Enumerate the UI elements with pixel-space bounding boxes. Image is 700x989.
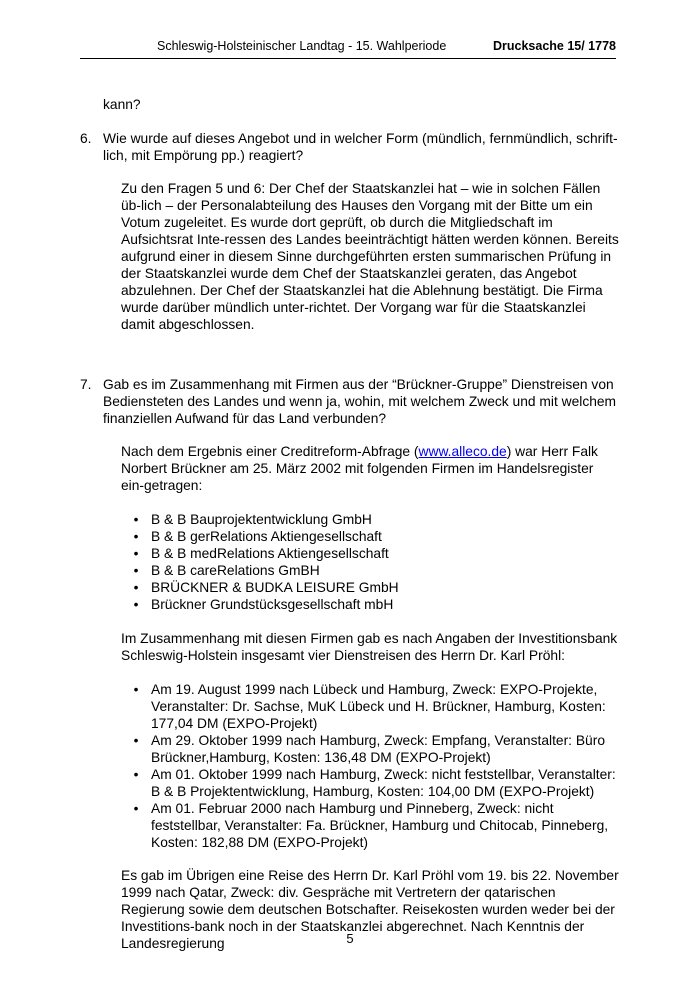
- question-text: Wie wurde auf dieses Angebot und in welcher Form (mündlich, fernmündlich, schrift-lich, mit Empörung pp.) reagiert?: [103, 131, 618, 163]
- question-7: [80, 376, 620, 427]
- bullet: •: [133, 767, 139, 782]
- bullet: •: [133, 733, 139, 748]
- bullet: •: [133, 563, 139, 578]
- question-6: [80, 130, 620, 164]
- trip-entry: Am 01. Februar 2000 nach Hamburg und Pinneberg, Zweck: nicht feststellbar, Veranstalter: Fa. Brückner, Hamburg und Chitocab, Pinneberg, Kosten: 182,88 DM (EXPO-Projekt): [151, 801, 609, 850]
- answer-text: ) war Herr Falk Norbert Brückner am 25. März 2002 mit folgenden Firmen im Handelsregister ein-getragen:: [121, 444, 598, 493]
- bullet: •: [133, 682, 139, 697]
- list-item: [121, 545, 620, 562]
- list-item: [121, 596, 620, 613]
- question-number: 7.: [80, 377, 92, 392]
- firm-name: B & B Bauprojektentwicklung GmbH: [151, 512, 372, 527]
- list-item: [121, 681, 620, 732]
- creditreform-paragraph: [121, 443, 620, 494]
- bullet: •: [133, 597, 139, 612]
- trip-entry: Am 29. Oktober 1999 nach Hamburg, Zweck: Empfang, Veranstalter: Büro Brückner,Hamburg, Kosten: 136,48 DM (EXPO-Projekt): [151, 733, 605, 765]
- bullet: •: [133, 529, 139, 544]
- carryover-text: kann?: [103, 97, 141, 112]
- list-item: [121, 732, 620, 766]
- page-number: 5: [346, 931, 354, 946]
- bullet: •: [133, 580, 139, 595]
- header-divider: [80, 58, 616, 59]
- answer-text: Nach dem Ergebnis einer Creditreform-Abfrage (: [121, 444, 419, 459]
- question-number: 6.: [80, 131, 92, 146]
- document-reference: Drucksache 15/ 1778: [492, 39, 616, 53]
- alleco-link[interactable]: www.alleco.de: [418, 444, 507, 459]
- bullet: •: [133, 546, 139, 561]
- list-item: [121, 800, 620, 851]
- qatar-paragraph: Es gab im Übrigen eine Reise des Herrn Dr. Karl Pröhl vom 19. bis 22. November 1999 nach Qatar, Zweck: div. Gespräche mit Vertretern der qatarischen Regierung sowie dem deutschen Botschafter. Reisekosten wurden weder bei der Investitions-bank noch in der Staatskanzlei abgerechnet. Nach Kenntnis der Landesregierung: [121, 868, 619, 951]
- header-title: Schleswig-Holsteinischer Landtag - 15. Wahlperiode: [157, 39, 447, 53]
- investitionsbank-paragraph: Im Zusammenhang mit diesen Firmen gab es nach Angaben der Investitionsbank Schleswig-Holstein insgesamt vier Dienstreisen des Herrn Dr. Karl Pröhl:: [121, 631, 618, 663]
- answer-6: Zu den Fragen 5 und 6: Der Chef der Staatskanzlei hat – wie in solchen Fällen üb-lich – der Personalabteilung des Hauses den Vorgang mit der Bitte um ein Votum zugeleitet. Es wurde dort geprüft, ob durch die Mitgliedschaft im Aufsichtsrat Inte-ressen des Landes beeinträchtigt hätten werden können. Bereits aufgrund einer in diesem Sinne durchgeführten ersten summarischen Prüfung in der Staatskanzlei wurde dem Chef der Staatskanzlei geraten, das Angebot abzulehnen. Der Chef der Staatskanzlei hat die Ablehnung bestätigt. Die Firma wurde darüber mündlich unter-richtet. Der Vorgang war für die Staatskanzlei damit abgeschlossen.: [121, 181, 619, 332]
- list-item: [121, 579, 620, 596]
- answer-7: [121, 443, 620, 952]
- firm-name: B & B gerRelations Aktiengesellschaft: [151, 529, 382, 544]
- firm-name: Brückner Grundstücksgesellschaft mbH: [151, 597, 394, 612]
- bullet: •: [133, 801, 139, 816]
- list-item: [121, 766, 620, 800]
- list-item: [121, 562, 620, 579]
- trip-entry: Am 19. August 1999 nach Lübeck und Hamburg, Zweck: EXPO-Projekte, Veranstalter: Dr. Sachse, MuK Lübeck und H. Brückner, Hamburg, Kosten: 177,04 DM (EXPO-Projekt): [151, 682, 606, 731]
- list-item: [121, 511, 620, 528]
- list-item: [121, 528, 620, 545]
- firm-name: B & B careRelations GmBH: [151, 563, 320, 578]
- question-text: Gab es im Zusammenhang mit Firmen aus der “Brückner-Gruppe” Dienstreisen von Bediensteten des Landes und wenn ja, wohin, mit welchem Zweck und mit welchem finanziellen Aufwand für das Land verbunden?: [103, 377, 617, 426]
- trip-list: [121, 681, 620, 851]
- firm-list: [121, 511, 620, 613]
- firm-name: BRÜCKNER & BUDKA LEISURE GmbH: [151, 580, 399, 595]
- trip-entry: Am 01. Oktober 1999 nach Hamburg, Zweck: nicht feststellbar, Veranstalter: B & B Projektentwicklung, Hamburg, Kosten: 104,00 DM (EXPO-Projekt): [151, 767, 616, 799]
- bullet: •: [133, 512, 139, 527]
- page-body: [80, 96, 620, 952]
- firm-name: B & B medRelations Aktiengesellschaft: [151, 546, 389, 561]
